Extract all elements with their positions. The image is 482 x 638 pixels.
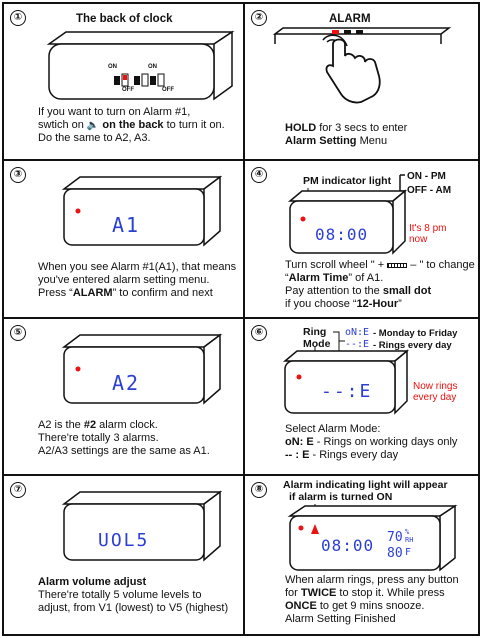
step-description: A2 is the #2 alarm clock. There're totally 3 alarms. A2/A3 settings are the same as A1. xyxy=(38,419,210,457)
mode2-code: --:E xyxy=(345,339,370,350)
bell-icon: 🔈 xyxy=(86,120,100,131)
step-number: ② xyxy=(251,10,267,26)
clock-front-illustration xyxy=(245,476,482,576)
switch-off-label: OFF xyxy=(122,87,134,93)
step-number: ③ xyxy=(10,167,26,183)
mode2-text: - Rings every day xyxy=(373,340,452,351)
step-4-panel xyxy=(245,161,482,316)
mode1-text: - Monday to Friday xyxy=(373,328,458,339)
instruction-grid xyxy=(2,2,480,636)
lcd-display: 08:00 xyxy=(321,536,375,555)
step-description: If you want to turn on Alarm #1, swtich on 🔈 on the back to turn it on. Do the same to A2, A3. xyxy=(38,106,225,144)
lcd-display: A2 xyxy=(112,371,141,395)
step-description: Select Alarm Mode: oN: E - Rings on working days only -- : E - Rings every day xyxy=(285,423,458,461)
step-title: The back of clock xyxy=(76,13,173,25)
step-description: When you see Alarm #1(A1), that means you've entered alarm setting menu. Press “ALARM” to confirm and next xyxy=(38,261,237,299)
clock-front-illustration xyxy=(245,161,482,261)
mode-note: Now rings every day xyxy=(413,381,458,403)
step-3-panel xyxy=(4,161,241,316)
ring-mode-label: Ring Mode xyxy=(303,326,331,350)
step-number: ⑥ xyxy=(251,325,267,341)
temperature-value: 80 xyxy=(387,546,403,561)
mode1-code: oN:E xyxy=(345,327,370,338)
step-number: ⑧ xyxy=(251,482,267,498)
humidity-value: 70 xyxy=(387,530,403,545)
pm-indicator-label: PM indicator light xyxy=(303,175,392,187)
pointing-hand-icon xyxy=(323,35,380,102)
step-5-panel xyxy=(4,319,241,474)
step-title: ALARM xyxy=(329,13,371,25)
clock-front-illustration xyxy=(4,161,241,261)
temperature-unit: F xyxy=(405,547,412,558)
step-description: Turn scroll wheel " + – " to change “Alarm Time” of A1. Pay attention to the small dot if you choose “12-Hour” xyxy=(285,259,475,310)
clock-front-illustration xyxy=(4,476,241,576)
humidity-percent: % xyxy=(405,528,410,536)
step-6-panel xyxy=(245,319,482,474)
step-2-panel xyxy=(245,4,482,159)
step-title: Alarm indicating light will appear if alarm is turned ON xyxy=(283,479,448,503)
step-number: ④ xyxy=(251,167,267,183)
step-description: When alarm rings, press any button for TWICE to stop it. While press ONCE to get 9 mins snooze. Alarm Setting Finished xyxy=(285,574,459,625)
lcd-display: --:E xyxy=(321,381,373,402)
clock-front-illustration xyxy=(4,319,241,419)
press-button-illustration xyxy=(245,4,482,119)
humidity-rh: RH xyxy=(405,536,414,544)
lcd-display: A1 xyxy=(112,213,141,237)
switch-on-label: ON xyxy=(148,64,157,70)
step-description: Alarm volume adjust There're totally 5 volume levels to adjust, from V1 (lowest) to V5 (highest) xyxy=(38,576,229,614)
step-7-panel xyxy=(4,476,241,631)
on-pm-label: ON - PM xyxy=(407,171,446,182)
step-number: ⑤ xyxy=(10,325,26,341)
switch-on-label: ON xyxy=(108,64,117,70)
lcd-display: 08:00 xyxy=(315,225,369,244)
time-note: It's 8 pm now xyxy=(409,223,447,245)
switch-off-label: OFF xyxy=(162,87,174,93)
scroll-wheel-icon xyxy=(387,263,407,268)
off-am-label: OFF - AM xyxy=(407,185,452,196)
step-number: ⑦ xyxy=(10,482,26,498)
step-number: ① xyxy=(10,10,26,26)
step-1-panel xyxy=(4,4,241,159)
lcd-display: UOL5 xyxy=(98,530,150,551)
clock-back-illustration xyxy=(4,4,241,114)
step-8-panel xyxy=(245,476,482,631)
step-description: HOLD for 3 secs to enter Alarm Setting Menu xyxy=(285,122,408,147)
